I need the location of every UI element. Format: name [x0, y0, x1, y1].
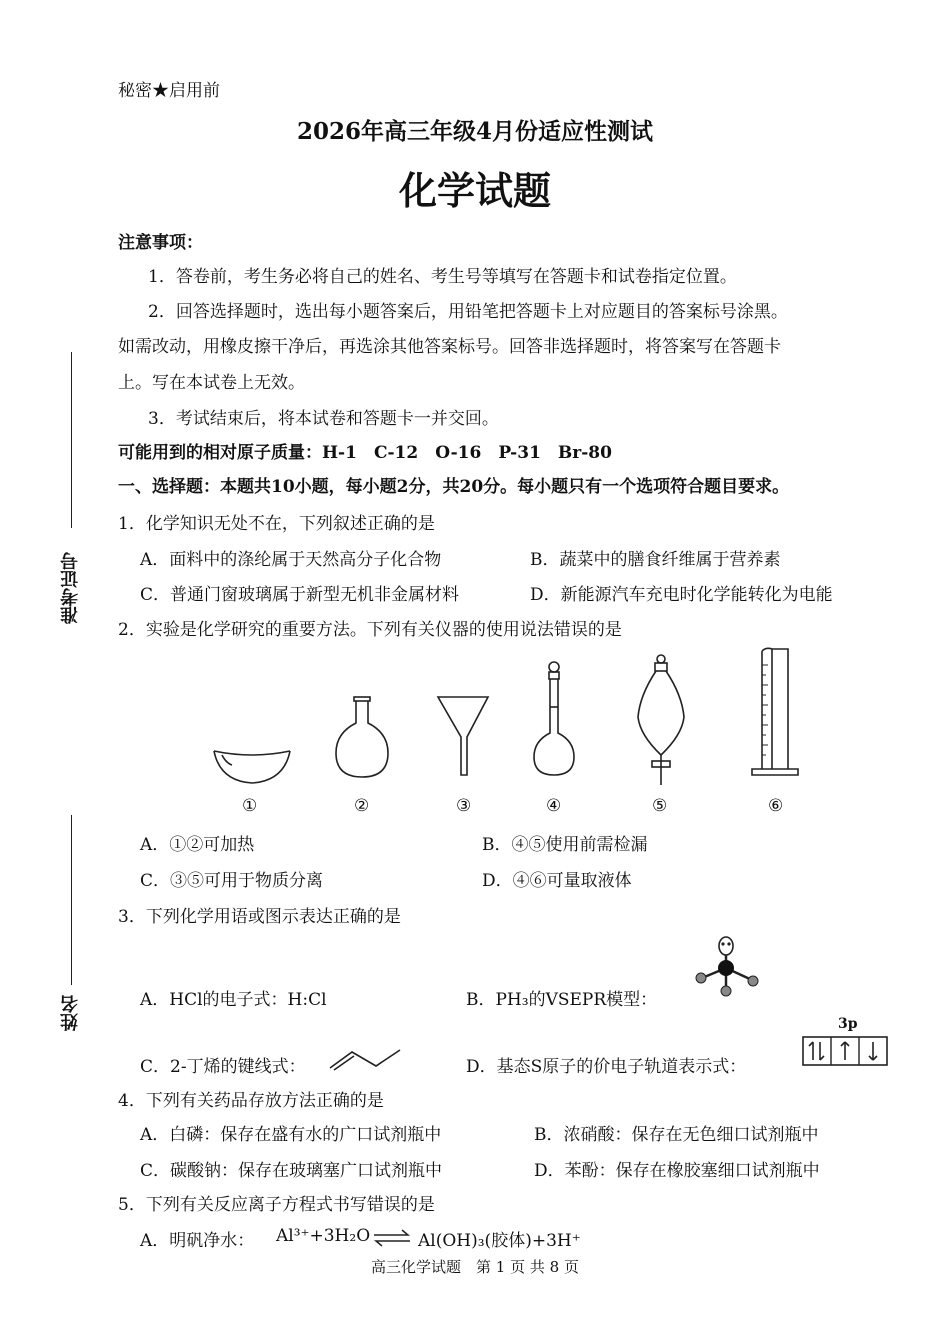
round-bottom-flask-icon: [336, 697, 388, 777]
q4-option-c: C．碳酸钠：保存在玻璃塞广口试剂瓶中: [140, 1161, 443, 1181]
q2-option-b: B．④⑤使用前需检漏: [482, 835, 648, 855]
q4-option-d: D．苯酚：保存在橡胶塞细口试剂瓶中: [534, 1161, 820, 1181]
id-label: 准考证号: [60, 552, 81, 624]
volumetric-flask-icon: [534, 662, 574, 775]
name-line: [71, 815, 72, 985]
evaporating-dish-icon: [214, 751, 290, 783]
q2-option-c: C．③⑤可用于物质分离: [140, 871, 324, 891]
q4-option-b: B．浓硝酸：保存在无色细口试剂瓶中: [534, 1125, 819, 1145]
q3-option-a: A．HCl的电子式：H:Cl: [140, 990, 327, 1010]
apparatus-label-2: ②: [354, 796, 370, 816]
q5-option-a-label: A．明矾净水：: [140, 1231, 255, 1251]
note-2a: 2．回答选择题时，选出每小题答案后，用铅笔把答题卡上对应题目的答案标号涂黑。: [148, 302, 788, 322]
q2-option-a: A．①②可加热: [140, 835, 255, 855]
q4-option-a: A．白磷：保存在盛有水的广口试剂瓶中: [140, 1125, 442, 1145]
q1-option-a: A．面料中的涤纶属于天然高分子化合物: [140, 550, 442, 570]
orbital-diagram-icon: [802, 1036, 888, 1066]
atomic-mass: 可能用到的相对原子质量：H-1 C-12 O-16 P-31 Br-80: [118, 443, 612, 463]
funnel-icon: [438, 697, 488, 775]
q3-stem: 3．下列化学用语或图示表达正确的是: [118, 907, 401, 927]
q1-option-c: C．普通门窗玻璃属于新型无机非金属材料: [140, 585, 460, 605]
separatory-funnel-icon: [638, 655, 684, 785]
q1-stem: 1．化学知识无处不在，下列叙述正确的是: [118, 514, 435, 534]
subject-title: 化学试题: [398, 169, 551, 213]
q2-apparatus-figure: [0, 645, 950, 795]
apparatus-label-4: ④: [546, 796, 562, 816]
q3-option-d: D．基态S原子的价电子轨道表示式：: [466, 1057, 747, 1077]
q3-option-b: B．PH₃的VSEPR模型：: [466, 990, 658, 1010]
apparatus-label-5: ⑤: [652, 796, 668, 816]
q4-stem: 4．下列有关药品存放方法正确的是: [118, 1091, 384, 1111]
graduated-cylinder-icon: [752, 648, 798, 775]
page-footer: 高三化学试题 第 1 页 共 8 页: [371, 1258, 579, 1276]
note-1: 1．答卷前，考生务必将自己的姓名、考生号等填写在答题卡和试卷指定位置。: [148, 267, 737, 287]
notes-title: 注意事项：: [118, 233, 203, 253]
orbital-label: 3p: [838, 1016, 858, 1032]
secret-label: 秘密★启用前: [118, 81, 220, 101]
note-2c: 上。写在本试卷上无效。: [118, 373, 305, 393]
q5-option-a-right: Al(OH)₃(胶体)+3H⁺: [418, 1231, 581, 1251]
name-label: 姓名: [60, 995, 81, 1031]
q1-option-d: D．新能源汽车充电时化学能转化为电能: [530, 585, 833, 605]
apparatus-label-3: ③: [456, 796, 472, 816]
q2-option-d: D．④⑥可量取液体: [482, 871, 632, 891]
vsepr-model-icon: [690, 934, 770, 1000]
apparatus-label-1: ①: [242, 796, 258, 816]
exam-title: 2026年高三年级4月份适应性测试: [296, 118, 654, 145]
q2-stem: 2．实验是化学研究的重要方法。下列有关仪器的使用说法错误的是: [118, 620, 622, 640]
note-2b: 如需改动，用橡皮擦干净后，再选涂其他答案标号。回答非选择题时，将答案写在答题卡: [118, 337, 781, 357]
q1-option-b: B．蔬菜中的膳食纤维属于营养素: [530, 550, 781, 570]
apparatus-label-6: ⑥: [768, 796, 784, 816]
butene-skeletal-icon: [328, 1044, 404, 1072]
equilibrium-arrow-icon: [372, 1228, 412, 1248]
note-3: 3．考试结束后，将本试卷和答题卡一并交回。: [148, 409, 499, 429]
section-1-heading: 一、选择题：本题共10小题，每小题2分，共20分。每小题只有一个选项符合题目要求。: [118, 477, 790, 497]
id-line: [71, 352, 72, 528]
q3-option-c: C．2-丁烯的键线式：: [140, 1057, 306, 1077]
q5-option-a-left: Al³⁺+3H₂O: [276, 1226, 371, 1246]
q5-stem: 5．下列有关反应离子方程式书写错误的是: [118, 1195, 435, 1215]
